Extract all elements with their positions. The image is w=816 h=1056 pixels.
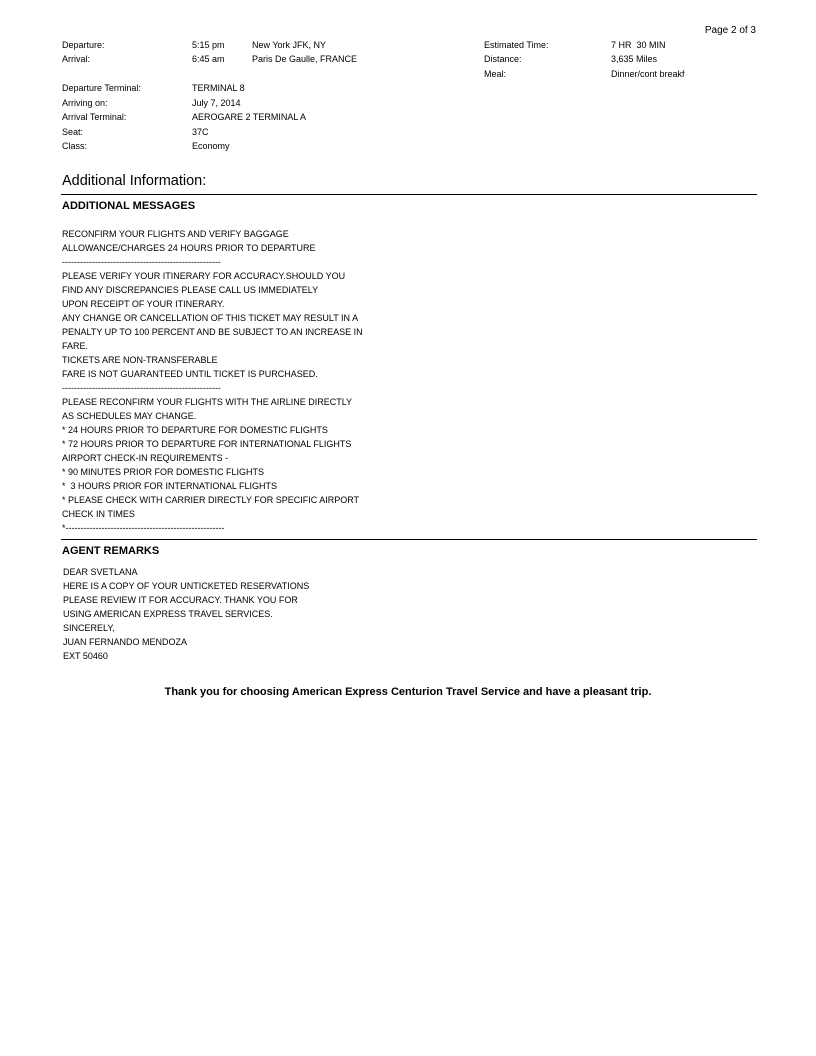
message-line: *----------------------------------------------------- — [62, 523, 225, 533]
remark-line: HERE IS A COPY OF YOUR UNTICKETED RESERVATIONS — [63, 581, 310, 591]
message-line: PENALTY UP TO 100 PERCENT AND BE SUBJECT TO AN INCREASE IN — [62, 327, 363, 337]
remark-line: EXT 50460 — [63, 651, 108, 661]
message-line: ----------------------------------------------------- — [62, 383, 221, 393]
message-line: * PLEASE CHECK WITH CARRIER DIRECTLY FOR SPECIFIC AIRPORT — [62, 495, 360, 505]
distance-label: Distance: — [484, 54, 522, 64]
message-line: UPON RECEIPT OF YOUR ITINERARY. — [62, 299, 225, 309]
departure-label: Departure: — [62, 40, 105, 50]
message-line: AS SCHEDULES MAY CHANGE. — [62, 411, 197, 421]
meal-value: Dinner/cont breakf — [611, 69, 685, 79]
closing-thank-you: Thank you for choosing American Express Centurion Travel Service and have a pleasant trip. — [164, 686, 652, 698]
arriving-on-value: July 7, 2014 — [192, 98, 241, 108]
message-line: FIND ANY DISCREPANCIES PLEASE CALL US IMMEDIATELY — [62, 285, 319, 295]
section-divider — [61, 539, 757, 540]
message-line: TICKETS ARE NON-TRANSFERABLE — [62, 355, 218, 365]
distance-value: 3,635 Miles — [611, 54, 658, 64]
message-line: * 24 HOURS PRIOR TO DEPARTURE FOR DOMESTIC FLIGHTS — [62, 425, 328, 435]
arrival-label: Arrival: — [62, 54, 91, 64]
remark-line: SINCERELY, — [63, 623, 115, 633]
message-line: CHECK IN TIMES — [62, 509, 135, 519]
section-divider — [61, 194, 757, 195]
message-line: AIRPORT CHECK-IN REQUIREMENTS - — [62, 453, 229, 463]
message-line: FARE IS NOT GUARANTEED UNTIL TICKET IS PURCHASED. — [62, 369, 318, 379]
departure-terminal-label: Departure Terminal: — [62, 83, 141, 93]
seat-label: Seat: — [62, 127, 84, 137]
remark-line: JUAN FERNANDO MENDOZA — [63, 637, 188, 647]
message-line: PLEASE VERIFY YOUR ITINERARY FOR ACCURACY.SHOULD YOU — [62, 271, 346, 281]
remark-line: PLEASE REVIEW IT FOR ACCURACY. THANK YOU FOR — [63, 595, 298, 605]
agent-remarks-heading: AGENT REMARKS — [62, 545, 160, 557]
estimated-time-value: 7 HR 30 MIN — [611, 40, 666, 50]
seat-value: 37C — [192, 127, 209, 137]
agent-remarks-list — [63, 565, 309, 663]
additional-information-title: Additional Information: — [62, 173, 207, 189]
remark-line: DEAR SVETLANA — [63, 567, 138, 577]
departure-terminal-value: TERMINAL 8 — [192, 83, 245, 93]
message-line: ----------------------------------------------------- — [62, 257, 221, 267]
arrival-time: 6:45 am — [192, 54, 225, 64]
page-number: Page 2 of 3 — [704, 25, 756, 36]
message-line: RECONFIRM YOUR FLIGHTS AND VERIFY BAGGAGE — [62, 229, 289, 239]
estimated-time-label: Estimated Time: — [484, 40, 549, 50]
remark-line: USING AMERICAN EXPRESS TRAVEL SERVICES. — [63, 609, 273, 619]
message-line: * 72 HOURS PRIOR TO DEPARTURE FOR INTERNATIONAL FLIGHTS — [62, 439, 352, 449]
arrival-terminal-label: Arrival Terminal: — [62, 112, 127, 122]
additional-messages-list — [62, 227, 363, 535]
departure-time: 5:15 pm — [192, 40, 225, 50]
arriving-on-label: Arriving on: — [62, 98, 108, 108]
message-line: * 3 HOURS PRIOR FOR INTERNATIONAL FLIGHTS — [62, 481, 278, 491]
arrival-place: Paris De Gaulle, FRANCE — [252, 54, 358, 64]
meal-label: Meal: — [484, 69, 507, 79]
message-line: FARE. — [62, 341, 89, 351]
departure-place: New York JFK, NY — [252, 40, 327, 50]
additional-messages-heading: ADDITIONAL MESSAGES — [62, 200, 196, 212]
class-value: Economy — [192, 141, 230, 151]
message-line: * 90 MINUTES PRIOR FOR DOMESTIC FLIGHTS — [62, 467, 265, 477]
message-line: ALLOWANCE/CHARGES 24 HOURS PRIOR TO DEPARTURE — [62, 243, 316, 253]
message-line: PLEASE RECONFIRM YOUR FLIGHTS WITH THE AIRLINE DIRECTLY — [62, 397, 353, 407]
class-label: Class: — [62, 141, 88, 151]
message-line: ANY CHANGE OR CANCELLATION OF THIS TICKET MAY RESULT IN A — [62, 313, 359, 323]
arrival-terminal-value: AEROGARE 2 TERMINAL A — [192, 112, 307, 122]
